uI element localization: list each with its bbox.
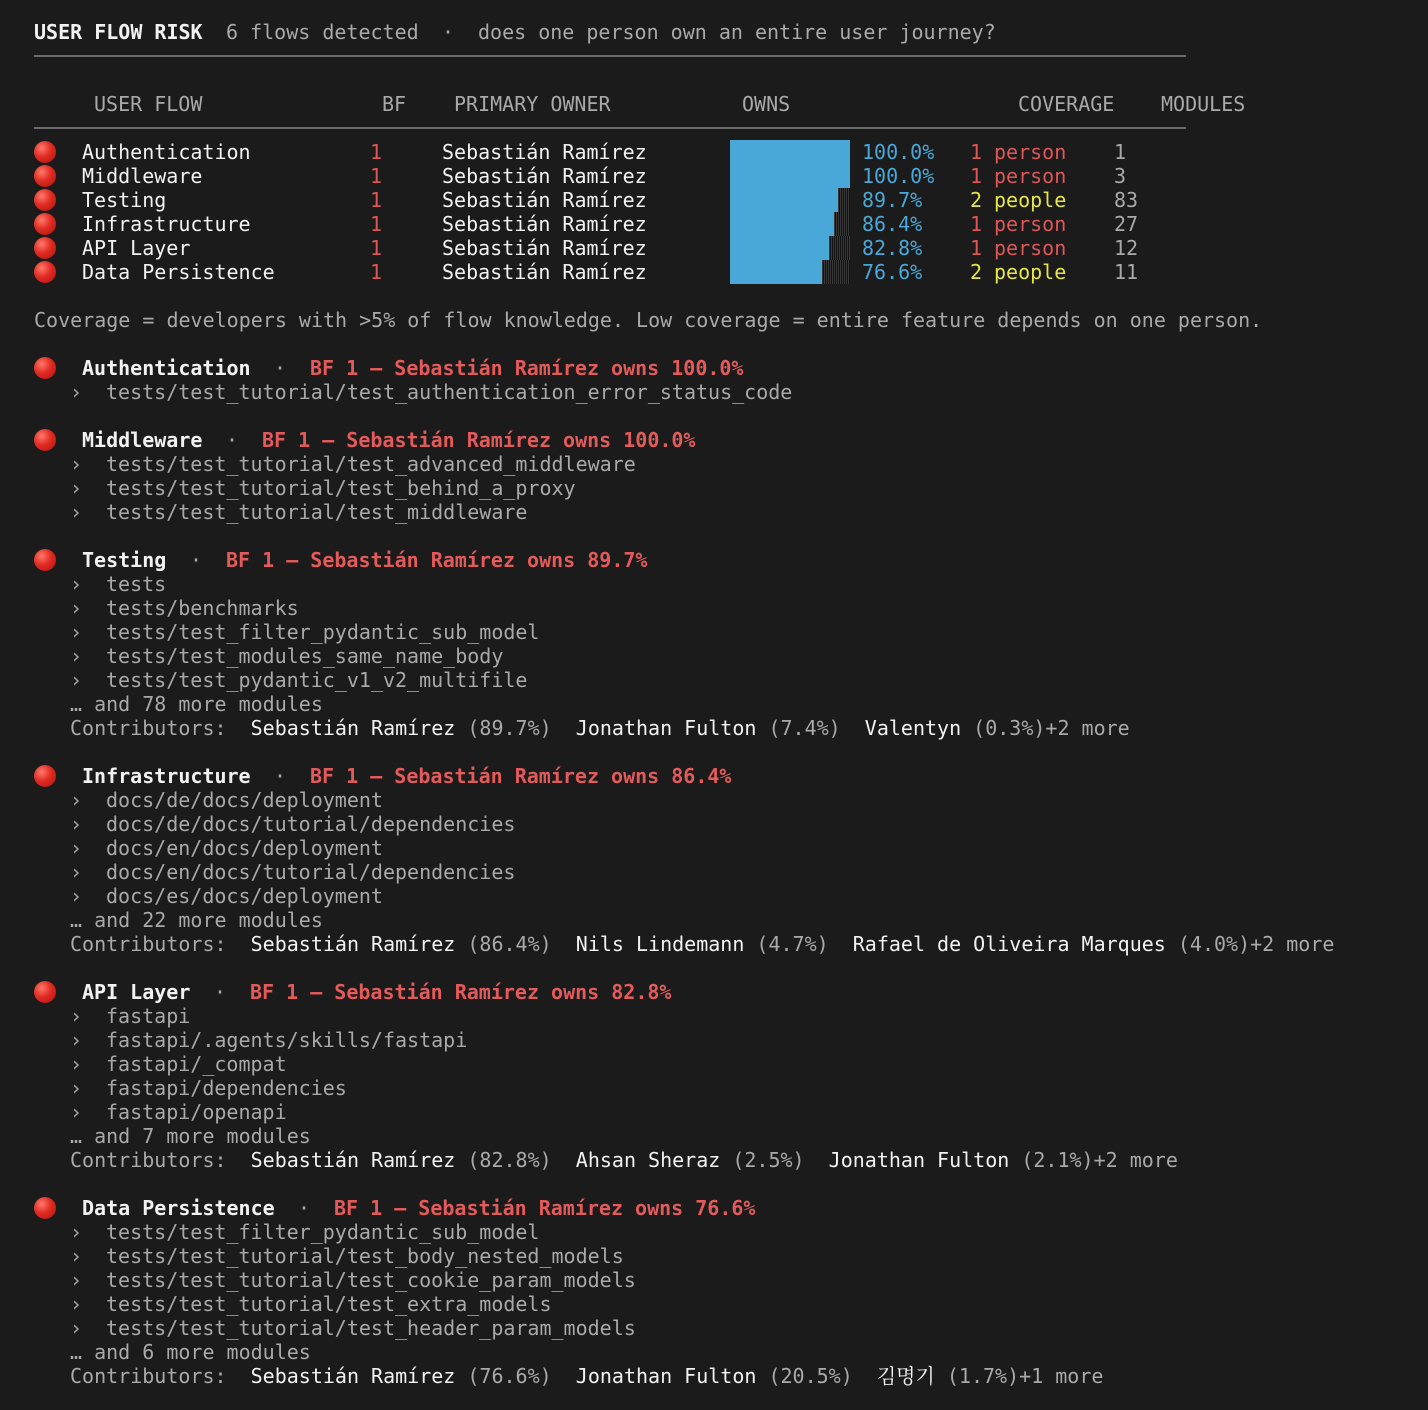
chevron-right-icon: › bbox=[70, 884, 83, 908]
contributor-name: Sebastián Ramírez bbox=[250, 1148, 456, 1172]
chevron-right-icon: › bbox=[70, 1076, 83, 1100]
bus-factor: 1 bbox=[370, 164, 383, 188]
contributors-label: Contributors: bbox=[70, 716, 227, 740]
contributor-percent: (82.8%) bbox=[467, 1148, 552, 1172]
risk-dot-icon bbox=[34, 261, 56, 283]
header-divider bbox=[34, 55, 1186, 57]
module-path[interactable]: docs/es/docs/deployment bbox=[106, 884, 383, 908]
bus-factor-summary: BF 1 — Sebastián Ramírez owns 82.8% bbox=[250, 980, 672, 1004]
module-path[interactable]: fastapi/dependencies bbox=[106, 1076, 347, 1100]
chevron-right-icon: › bbox=[70, 668, 83, 692]
ownership-percent: 76.6% bbox=[862, 260, 923, 284]
section-title: Testing bbox=[82, 548, 167, 572]
module-count: 12 bbox=[1114, 236, 1139, 260]
contributors-more: +2 more bbox=[1045, 716, 1130, 740]
section-title: Middleware bbox=[82, 428, 203, 452]
col-header-modules: MODULES bbox=[1161, 92, 1246, 116]
ownership-bar-fill bbox=[730, 260, 822, 284]
contributors-line bbox=[70, 932, 1334, 956]
section-separator: · bbox=[214, 980, 227, 1004]
primary-owner: Sebastián Ramírez bbox=[442, 188, 647, 212]
coverage-count: 1 bbox=[970, 236, 983, 260]
col-header-owns: OWNS bbox=[742, 92, 791, 116]
risk-dot-icon bbox=[34, 141, 56, 163]
bus-factor: 1 bbox=[370, 140, 383, 164]
primary-owner: Sebastián Ramírez bbox=[442, 260, 647, 284]
module-path[interactable]: tests/benchmarks bbox=[106, 596, 299, 620]
primary-owner: Sebastián Ramírez bbox=[442, 140, 647, 164]
more-modules[interactable]: … and 7 more modules bbox=[70, 1124, 311, 1148]
section-separator: · bbox=[298, 1196, 311, 1220]
contributor-name: Jonathan Fulton bbox=[575, 716, 757, 740]
contributor-percent: (2.1%) bbox=[1021, 1148, 1094, 1172]
flow-name: Data Persistence bbox=[82, 260, 275, 284]
module-count: 11 bbox=[1114, 260, 1139, 284]
contributors-more: +2 more bbox=[1250, 932, 1335, 956]
contributors-more: +2 more bbox=[1093, 1148, 1178, 1172]
ownership-bar-remainder bbox=[822, 260, 850, 284]
module-path[interactable]: docs/en/docs/deployment bbox=[106, 836, 383, 860]
risk-dot-icon bbox=[34, 213, 56, 235]
coverage-note: Coverage = developers with >5% of flow knowledge. Low coverage = entire feature depends on one person. bbox=[34, 308, 1263, 332]
chevron-right-icon: › bbox=[70, 1244, 83, 1268]
col-header-user-flow: USER FLOW bbox=[94, 92, 203, 116]
section-separator: · bbox=[226, 428, 239, 452]
coverage-count: 2 bbox=[970, 188, 983, 212]
chevron-right-icon: › bbox=[70, 476, 83, 500]
primary-owner: Sebastián Ramírez bbox=[442, 164, 647, 188]
flow-name: Middleware bbox=[82, 164, 203, 188]
bus-factor-summary: BF 1 — Sebastián Ramírez owns 89.7% bbox=[226, 548, 648, 572]
module-path[interactable]: tests/test_filter_pydantic_sub_model bbox=[106, 1220, 540, 1244]
risk-dot-icon bbox=[34, 237, 56, 259]
contributor-name: 김명기 bbox=[876, 1364, 935, 1388]
contributor-name: Sebastián Ramírez bbox=[250, 932, 456, 956]
primary-owner: Sebastián Ramírez bbox=[442, 212, 647, 236]
contributor-percent: (4.0%) bbox=[1177, 932, 1251, 956]
primary-owner: Sebastián Ramírez bbox=[442, 236, 647, 260]
coverage-unit: people bbox=[994, 188, 1067, 212]
section-separator: · bbox=[274, 764, 287, 788]
chevron-right-icon: › bbox=[70, 500, 83, 524]
contributor-percent: (1.7%) bbox=[946, 1364, 1020, 1388]
contributors-label: Contributors: bbox=[70, 1148, 227, 1172]
ownership-bar-fill bbox=[730, 140, 850, 164]
risk-dot-icon bbox=[34, 549, 56, 571]
ownership-bar-fill bbox=[730, 164, 850, 188]
module-path[interactable]: tests/test_tutorial/test_middleware bbox=[106, 500, 528, 524]
risk-dot-icon bbox=[34, 189, 56, 211]
chevron-right-icon: › bbox=[70, 1268, 83, 1292]
more-modules[interactable]: … and 6 more modules bbox=[70, 1340, 311, 1364]
chevron-right-icon: › bbox=[70, 572, 83, 596]
ownership-bar-fill bbox=[730, 236, 829, 260]
module-path[interactable]: tests/test_tutorial/test_advanced_middleware bbox=[106, 452, 636, 476]
col-header-primary-owner: PRIMARY OWNER bbox=[454, 92, 611, 116]
contributor-percent: (76.6%) bbox=[467, 1364, 552, 1388]
flow-name: API Layer bbox=[82, 236, 191, 260]
section-separator: · bbox=[274, 356, 287, 380]
coverage-unit: person bbox=[994, 164, 1067, 188]
contributor-name: Nils Lindemann bbox=[575, 932, 745, 956]
contributor-name: Jonathan Fulton bbox=[828, 1148, 1010, 1172]
module-count: 3 bbox=[1114, 164, 1127, 188]
contributor-name: Rafael de Oliveira Marques bbox=[852, 932, 1166, 956]
ownership-bar-remainder bbox=[838, 188, 850, 212]
more-modules[interactable]: … and 78 more modules bbox=[70, 692, 323, 716]
module-path[interactable]: docs/de/docs/deployment bbox=[106, 788, 383, 812]
bus-factor-summary: BF 1 — Sebastián Ramírez owns 100.0% bbox=[310, 356, 744, 380]
bus-factor: 1 bbox=[370, 212, 383, 236]
contributors-line bbox=[70, 716, 1130, 740]
chevron-right-icon: › bbox=[70, 380, 83, 404]
report-title: USER FLOW RISK bbox=[34, 20, 203, 44]
contributors-label: Contributors: bbox=[70, 1364, 227, 1388]
section-title: Infrastructure bbox=[82, 764, 251, 788]
table-divider bbox=[34, 127, 1186, 129]
module-path[interactable]: tests/test_pydantic_v1_v2_multifile bbox=[106, 668, 528, 692]
contributors-more: +1 more bbox=[1019, 1364, 1104, 1388]
flows-detected-count: 6 flows detected bbox=[226, 20, 419, 44]
chevron-right-icon: › bbox=[70, 812, 83, 836]
ownership-percent: 82.8% bbox=[862, 236, 923, 260]
chevron-right-icon: › bbox=[70, 452, 83, 476]
contributor-name: Sebastián Ramírez bbox=[250, 1364, 456, 1388]
module-path[interactable]: tests bbox=[106, 572, 167, 596]
module-path[interactable]: tests/test_tutorial/test_cookie_param_models bbox=[106, 1268, 636, 1292]
chevron-right-icon: › bbox=[70, 596, 83, 620]
ownership-bar-fill bbox=[730, 212, 834, 236]
module-path[interactable]: fastapi/.agents/skills/fastapi bbox=[106, 1028, 468, 1052]
contributor-name: Sebastián Ramírez bbox=[250, 716, 456, 740]
contributor-percent: (7.4%) bbox=[768, 716, 841, 740]
coverage-unit: person bbox=[994, 140, 1067, 164]
bus-factor-summary: BF 1 — Sebastián Ramírez owns 100.0% bbox=[262, 428, 696, 452]
header-separator: · bbox=[442, 20, 455, 44]
bus-factor: 1 bbox=[370, 260, 383, 284]
flow-name: Testing bbox=[82, 188, 167, 212]
coverage-count: 1 bbox=[970, 212, 983, 236]
chevron-right-icon: › bbox=[70, 1316, 83, 1340]
contributors-line bbox=[70, 1148, 1178, 1172]
ownership-percent: 86.4% bbox=[862, 212, 923, 236]
chevron-right-icon: › bbox=[70, 1052, 83, 1076]
module-path[interactable]: fastapi bbox=[106, 1004, 191, 1028]
ownership-bar-remainder bbox=[829, 236, 850, 260]
contributor-percent: (0.3%) bbox=[973, 716, 1046, 740]
ownership-percent: 100.0% bbox=[862, 164, 935, 188]
risk-dot-icon bbox=[34, 429, 56, 451]
ownership-bar-fill bbox=[730, 188, 838, 212]
contributor-percent: (2.5%) bbox=[732, 1148, 805, 1172]
col-header-bf: BF bbox=[382, 92, 407, 116]
coverage-unit: person bbox=[994, 236, 1067, 260]
chevron-right-icon: › bbox=[70, 836, 83, 860]
risk-dot-icon bbox=[34, 1197, 56, 1219]
contributors-label: Contributors: bbox=[70, 932, 227, 956]
module-path[interactable]: tests/test_tutorial/test_behind_a_proxy bbox=[106, 476, 576, 500]
coverage-count: 1 bbox=[970, 140, 983, 164]
chevron-right-icon: › bbox=[70, 1028, 83, 1052]
contributor-percent: (4.7%) bbox=[756, 932, 829, 956]
chevron-right-icon: › bbox=[70, 644, 83, 668]
chevron-right-icon: › bbox=[70, 788, 83, 812]
coverage-unit: people bbox=[994, 260, 1067, 284]
chevron-right-icon: › bbox=[70, 860, 83, 884]
section-separator: · bbox=[190, 548, 203, 572]
module-count: 27 bbox=[1114, 212, 1139, 236]
module-path[interactable]: tests/test_modules_same_name_body bbox=[106, 644, 504, 668]
module-path[interactable]: docs/de/docs/tutorial/dependencies bbox=[106, 812, 516, 836]
risk-dot-icon bbox=[34, 357, 56, 379]
section-title: Authentication bbox=[82, 356, 251, 380]
bus-factor: 1 bbox=[370, 236, 383, 260]
contributors-line bbox=[70, 1364, 1103, 1388]
contributor-percent: (89.7%) bbox=[467, 716, 552, 740]
bus-factor-summary: BF 1 — Sebastián Ramírez owns 76.6% bbox=[334, 1196, 756, 1220]
flow-name: Infrastructure bbox=[82, 212, 251, 236]
contributor-percent: (20.5%) bbox=[768, 1364, 853, 1388]
coverage-count: 2 bbox=[970, 260, 983, 284]
ownership-bar-remainder bbox=[834, 212, 850, 236]
chevron-right-icon: › bbox=[70, 620, 83, 644]
ownership-percent: 100.0% bbox=[862, 140, 935, 164]
module-path[interactable]: tests/test_tutorial/test_extra_models bbox=[106, 1292, 552, 1316]
coverage-unit: person bbox=[994, 212, 1067, 236]
contributor-percent: (86.4%) bbox=[467, 932, 552, 956]
flow-name: Authentication bbox=[82, 140, 251, 164]
ownership-percent: 89.7% bbox=[862, 188, 923, 212]
chevron-right-icon: › bbox=[70, 1220, 83, 1244]
module-path[interactable]: tests/test_tutorial/test_header_param_models bbox=[106, 1316, 636, 1340]
risk-dot-icon bbox=[34, 981, 56, 1003]
module-path[interactable]: tests/test_tutorial/test_body_nested_models bbox=[106, 1244, 624, 1268]
report-question: does one person own an entire user journey? bbox=[478, 20, 996, 44]
contributor-name: Ahsan Sheraz bbox=[575, 1148, 721, 1172]
bus-factor: 1 bbox=[370, 188, 383, 212]
chevron-right-icon: › bbox=[70, 1100, 83, 1124]
module-path[interactable]: fastapi/openapi bbox=[106, 1100, 287, 1124]
module-count: 1 bbox=[1114, 140, 1127, 164]
section-title: API Layer bbox=[82, 980, 191, 1004]
risk-dot-icon bbox=[34, 765, 56, 787]
contributor-name: Valentyn bbox=[864, 716, 962, 740]
module-count: 83 bbox=[1114, 188, 1139, 212]
chevron-right-icon: › bbox=[70, 1004, 83, 1028]
bus-factor-summary: BF 1 — Sebastián Ramírez owns 86.4% bbox=[310, 764, 732, 788]
risk-dot-icon bbox=[34, 165, 56, 187]
contributor-name: Jonathan Fulton bbox=[575, 1364, 757, 1388]
more-modules[interactable]: … and 22 more modules bbox=[70, 908, 323, 932]
coverage-count: 1 bbox=[970, 164, 983, 188]
module-path[interactable]: tests/test_tutorial/test_authentication_error_status_code bbox=[106, 380, 793, 404]
chevron-right-icon: › bbox=[70, 1292, 83, 1316]
col-header-coverage: COVERAGE bbox=[1018, 92, 1115, 116]
module-path[interactable]: fastapi/_compat bbox=[106, 1052, 287, 1076]
module-path[interactable]: docs/en/docs/tutorial/dependencies bbox=[106, 860, 516, 884]
module-path[interactable]: tests/test_filter_pydantic_sub_model bbox=[106, 620, 540, 644]
section-title: Data Persistence bbox=[82, 1196, 275, 1220]
